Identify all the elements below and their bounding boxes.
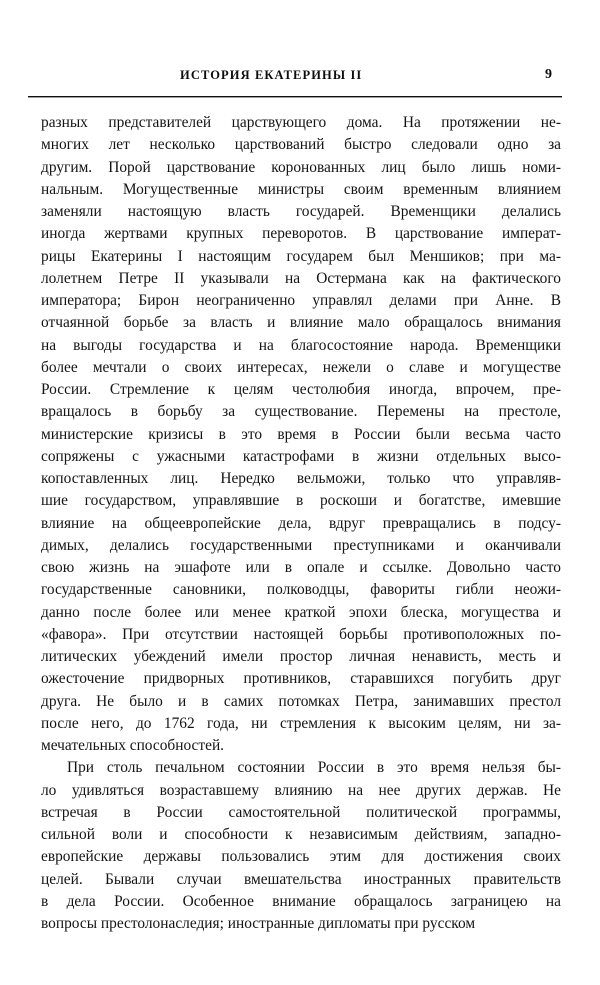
text-line: димых, делались государственными преступниками и оканчивали	[41, 536, 561, 554]
text-line: после него, до 1762 года, ни стремления к высоким целям, ни за-	[41, 714, 561, 732]
text-line: государственные сановники, полководцы, фавориты гибли неожи-	[41, 581, 561, 599]
text-line: ожесточение придворных противников, старавшихся погубить друг	[41, 670, 561, 688]
text-line: лолетнем Петре II указывали на Остермана как на фактического	[41, 269, 561, 287]
text-line: целей. Бывали случаи вмешательства иностранных правительств	[41, 870, 561, 888]
text-line: влияние на общеевропейские дела, вдруг превращались в подсу-	[41, 514, 561, 532]
text-line: «фавора». При отсутствии настоящей борьбы противоположных по-	[41, 625, 561, 643]
text-line: вопросы престолонаследия; иностранные дипломаты при русском	[41, 915, 476, 932]
text-line: литических убеждений имели простор личная ненависть, месть и	[41, 648, 561, 665]
text-line: европейские державы пользовались этим для достижения своих	[41, 848, 561, 866]
text-line: друга. Не было и в самих потомках Петра, занимавших престол	[41, 692, 561, 710]
text-line: императора; Бирон неограниченно управлял делами при Анне. В	[41, 292, 561, 309]
text-line: шие государством, управлявшие в роскоши и богатстве, имевшие	[41, 492, 561, 510]
body-text-block	[41, 112, 561, 935]
text-line: данно после более или менее краткой эпохи блеска, могущества и	[41, 603, 561, 621]
text-line: При столь печальном состоянии России в это время нельзя бы-	[67, 759, 561, 777]
text-line: на выгоды государства и на благосостояние народа. Временщики	[41, 336, 561, 354]
running-head-title: ИСТОРИЯ ЕКАТЕРИНЫ II	[180, 68, 363, 82]
text-line: отчаянной борьбе за власть и влияние мало обращалось внимания	[41, 314, 561, 332]
page-number: 9	[545, 67, 552, 82]
text-line: сильной воли и способности к независимым действиям, западно-	[41, 826, 561, 843]
text-line: России. Стремление к целям честолюбия иногда, впрочем, пре-	[41, 381, 561, 398]
text-line: разных представителей царствующего дома. На протяжении не-	[41, 114, 561, 131]
text-line: встречая в России самостоятельной политической программы,	[41, 803, 561, 821]
paragraph	[41, 757, 561, 935]
header-rule	[28, 96, 562, 97]
text-line: в дела России. Особенное внимание обращалось заграницею на	[41, 892, 561, 910]
text-line: сопряжены с ужасными катастрофами в жизни отдельных высо-	[41, 447, 561, 465]
text-line: мечательных способностей.	[41, 737, 225, 754]
text-line: вращалось в борьбу за существование. Перемены на престоле,	[41, 403, 561, 421]
text-line: нальным. Могущественные министры своим временным влиянием	[41, 180, 561, 198]
text-line: заменяли настоящую власть государей. Временщики делались	[41, 203, 561, 220]
text-line: копоставленных лиц. Нередко вельможи, только что управляв-	[41, 470, 561, 487]
text-line: министерские кризисы в это время в России были весьма часто	[41, 425, 561, 443]
text-line: другим. Порой царствование коронованных лиц было лишь номи-	[41, 158, 561, 176]
text-line: рицы Екатерины I настоящим государем был Меншиков; при ма-	[41, 247, 561, 265]
text-line: ло удивляться возраставшему влиянию на нее других держав. Не	[41, 781, 561, 799]
running-head	[28, 68, 562, 90]
paragraph	[41, 112, 561, 757]
text-line: более мечтали о своих интересах, нежели о славе и могуществе	[41, 358, 561, 376]
text-line: многих лет несколько царствований быстро следовали одно за	[41, 136, 561, 154]
text-line: иногда жертвами крупных переворотов. В царствование императ-	[41, 225, 561, 243]
text-line: свою жизнь на эшафоте или в опале и ссылке. Довольно часто	[41, 559, 561, 576]
